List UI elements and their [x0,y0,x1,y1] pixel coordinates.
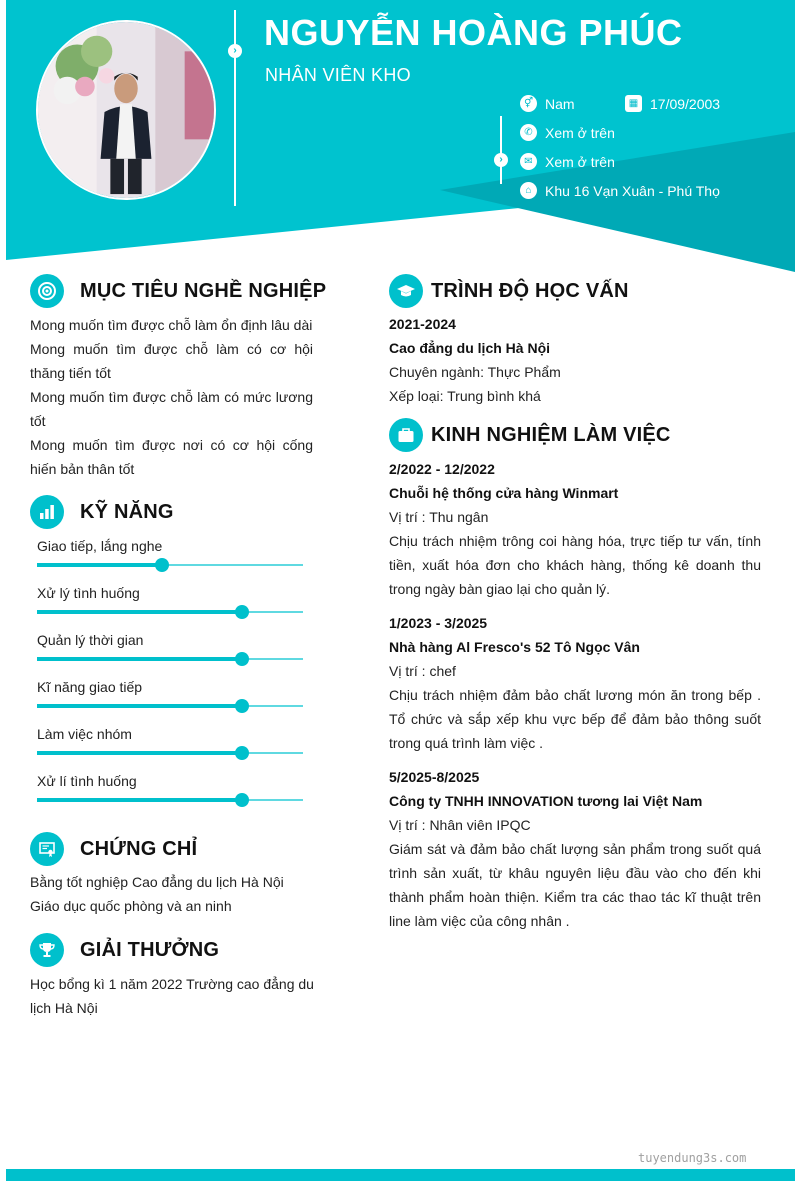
birthday-value: 17/09/2003 [650,95,721,112]
job-company: Chuỗi hệ thống cửa hàng Winmart [389,485,619,501]
certificate-icon [30,832,64,866]
awards-text: Học bổng kì 1 năm 2022 Trường cao đẳng du lịch Hà Nội [30,976,314,1016]
certificates-section-title [30,832,197,866]
chevron-right-icon: › [228,44,242,58]
awards-section-title [30,933,219,967]
address-value: Khu 16 Vạn Xuân - Phú Thọ [545,182,720,199]
email-value: Xem ở trên [545,153,615,170]
gender-value: Nam [545,95,575,112]
watermark: tuyendung3s.com [638,1151,747,1165]
skill-item [37,722,303,754]
skill-item [37,628,303,660]
skill-knob [235,746,249,760]
job-company: Công ty TNHH INNOVATION tương lai Việt Nam [389,793,703,809]
job-period: 1/2023 - 3/2025 [389,615,488,631]
phone-value: Xem ở trên [545,124,615,141]
job-description: Chịu trách nhiệm đảm bảo chất lương món ăn trong bếp . Tổ chức và sắp xếp khu vực bếp để đảm bảo thông suốt trong quá trình làm việc . [389,687,761,751]
skill-bar [37,752,303,754]
skill-bar [37,705,303,707]
job-period: 2/2022 - 12/2022 [389,461,495,477]
education-major: Chuyên ngành: Thực Phẩm [389,364,561,380]
education-school: Cao đẳng du lịch Hà Nội [389,340,551,356]
experience-section-title [389,418,671,452]
job-entry [389,765,761,933]
job-description: Chịu trách nhiệm trông coi hàng hóa, trực tiếp tư vấn, tính tiền, xuất hóa đơn cho khách hàng, thống kê doanh thu trong ngày bàn giao lại cho quản lý. [389,533,761,597]
graduation-cap-icon [389,274,423,308]
experience-heading: KINH NGHIỆM LÀM VIỆC [431,423,671,446]
home-icon: ⌂ [520,182,537,199]
skill-label: Kĩ năng giao tiếp [37,679,143,695]
skills-heading: KỸ NĂNG [80,500,174,523]
job-period: 5/2025-8/2025 [389,769,480,785]
objective-heading: MỤC TIÊU NGHỀ NGHIỆP [80,279,327,302]
skill-knob [235,652,249,666]
education-section-title [389,274,629,308]
objective-line: Mong muốn tìm được chỗ làm có mức lương tốt [30,389,313,429]
skill-bar [37,564,303,566]
job-position: Vị trí : chef [389,663,456,679]
gender-info [520,95,575,112]
skill-label: Giao tiếp, lắng nghe [37,538,163,554]
trophy-icon [30,933,64,967]
job-position: Vị trí : Thu ngân [389,509,489,525]
skill-label: Xử lí tình huống [37,773,137,789]
job-description: Giám sát và đảm bảo chất lượng sản phẩm trong suốt quá trình sản xuất, từ khâu nguyên liệu đầu vào cho đến khi thành phẩm hoàn thiện. Kiểm tra các thao tác kĩ thuật trên line làm việc của công nhân . [389,841,761,929]
objective-line: Mong muốn tìm được chỗ làm ổn định lâu dài [30,317,313,333]
job-title: NHÂN VIÊN KHO [265,65,411,85]
email-icon: ✉ [520,153,537,170]
skill-item [37,675,303,707]
skill-item [37,769,303,801]
skill-label: Làm việc nhóm [37,726,132,742]
calendar-icon: ▦ [625,95,642,112]
skill-item [37,534,303,566]
profile-photo [38,22,214,198]
job-entry [389,611,761,755]
avatar [36,20,216,200]
job-company: Nhà hàng Al Fresco's 52 Tô Ngọc Vân [389,639,640,655]
job-entry [389,457,761,601]
skill-knob [235,699,249,713]
job-position: Vị trí : Nhân viên IPQC [389,817,531,833]
skills-section-title [30,495,174,529]
phone-icon: ✆ [520,124,537,141]
skill-item [37,581,303,613]
briefcase-icon [389,418,423,452]
footer-bar [6,1169,795,1181]
skill-label: Xử lý tình huống [37,585,140,601]
certificate-line: Giáo dục quốc phòng và an ninh [30,898,232,914]
education-heading: TRÌNH ĐỘ HỌC VẤN [431,279,629,302]
objective-line: Mong muốn tìm được chỗ làm có cơ hội thăng tiến tốt [30,341,313,381]
header [6,0,795,272]
skill-knob [155,558,169,572]
objective-text [30,313,313,481]
certificate-line: Bằng tốt nghiệp Cao đẳng du lịch Hà Nội [30,874,284,890]
bar-chart-icon [30,495,64,529]
gender-icon: ⚥ [520,95,537,112]
objective-line: Mong muốn tìm được nơi có cơ hội cống hiến bản thân tốt [30,437,313,477]
awards-heading: GIẢI THƯỞNG [80,938,220,961]
chevron-right-icon: › [494,153,508,167]
education-period: 2021-2024 [389,316,456,332]
skill-knob [235,605,249,619]
skill-label: Quản lý thời gian [37,632,144,648]
contact-divider [500,116,502,184]
objective-section-title [30,274,326,308]
certificates-text [30,870,320,918]
header-divider [234,10,236,206]
email-info [520,153,615,170]
certificates-heading: CHỨNG CHỈ [80,837,198,860]
birthday-info [625,95,720,112]
candidate-name: NGUYỄN HOÀNG PHÚC [264,12,683,53]
skill-bar [37,799,303,801]
phone-info [520,124,615,141]
address-info [520,182,720,199]
target-icon [30,274,64,308]
education-rank: Xếp loại: Trung bình khá [389,388,541,404]
skill-bar [37,658,303,660]
skill-bar [37,611,303,613]
education-details [389,312,761,408]
skill-knob [235,793,249,807]
